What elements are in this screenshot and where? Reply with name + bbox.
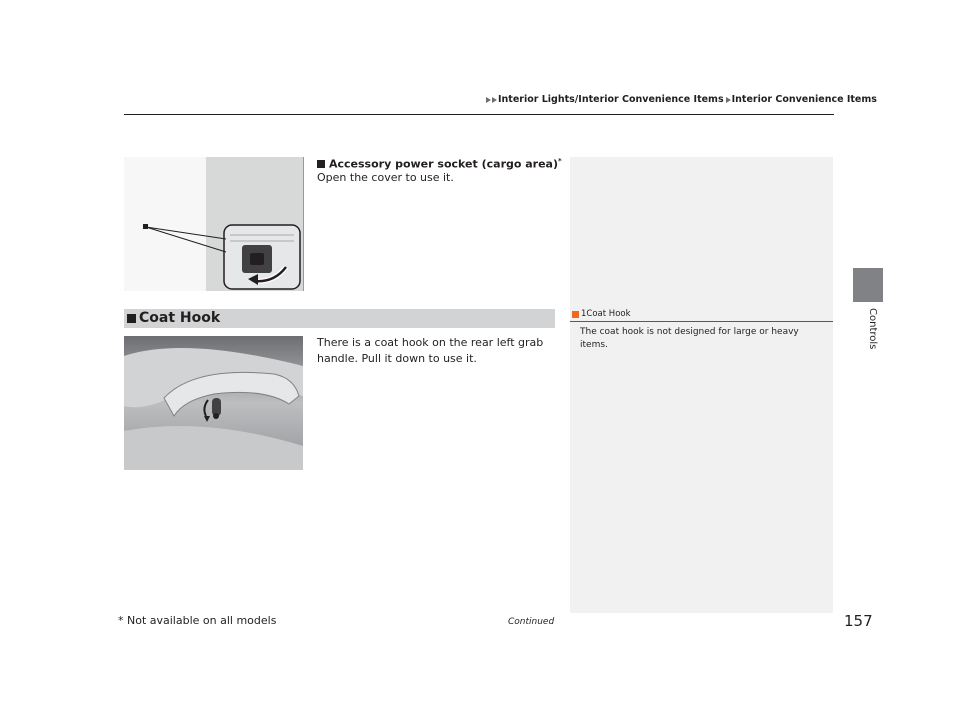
continued-label: Continued bbox=[508, 617, 555, 627]
side-tab-label[interactable]: Controls bbox=[867, 308, 878, 350]
breadcrumb bbox=[486, 94, 877, 105]
note-index: 1 bbox=[581, 309, 587, 319]
note-body: The coat hook is not designed for large or heavy items. bbox=[580, 327, 799, 350]
breadcrumb-arrow-icon bbox=[726, 97, 731, 103]
section-square-icon bbox=[127, 314, 136, 323]
notes-panel bbox=[570, 157, 833, 613]
coat-hook-instruction: There is a coat hook on the rear left grab handle. Pull it down to use it. bbox=[317, 336, 544, 365]
note-divider bbox=[570, 321, 833, 322]
socket-heading: Accessory power socket (cargo area)* bbox=[317, 157, 562, 171]
accessory-socket-illustration bbox=[124, 157, 304, 291]
not-all-models-asterisk[interactable]: * bbox=[558, 157, 562, 165]
socket-instruction: Open the cover to use it. bbox=[317, 171, 454, 184]
footnote: * Not available on all models bbox=[118, 614, 277, 627]
breadcrumb-arrow-icon bbox=[492, 97, 497, 103]
coat-hook-heading: Coat Hook bbox=[139, 310, 221, 326]
breadcrumb-arrow-icon bbox=[486, 97, 491, 103]
breadcrumb-item-1[interactable]: Interior Lights/Interior Convenience Items bbox=[498, 94, 724, 105]
breadcrumb-item-2[interactable]: Interior Convenience Items bbox=[731, 94, 877, 105]
heading-square-icon bbox=[317, 160, 325, 168]
side-tab-marker bbox=[853, 268, 883, 302]
note-title bbox=[572, 309, 631, 319]
header-divider bbox=[124, 114, 834, 115]
page-number: 157 bbox=[844, 612, 873, 630]
note-ref-icon bbox=[572, 311, 579, 318]
coat-hook-illustration bbox=[124, 336, 303, 470]
note-title-text: Coat Hook bbox=[586, 309, 631, 319]
